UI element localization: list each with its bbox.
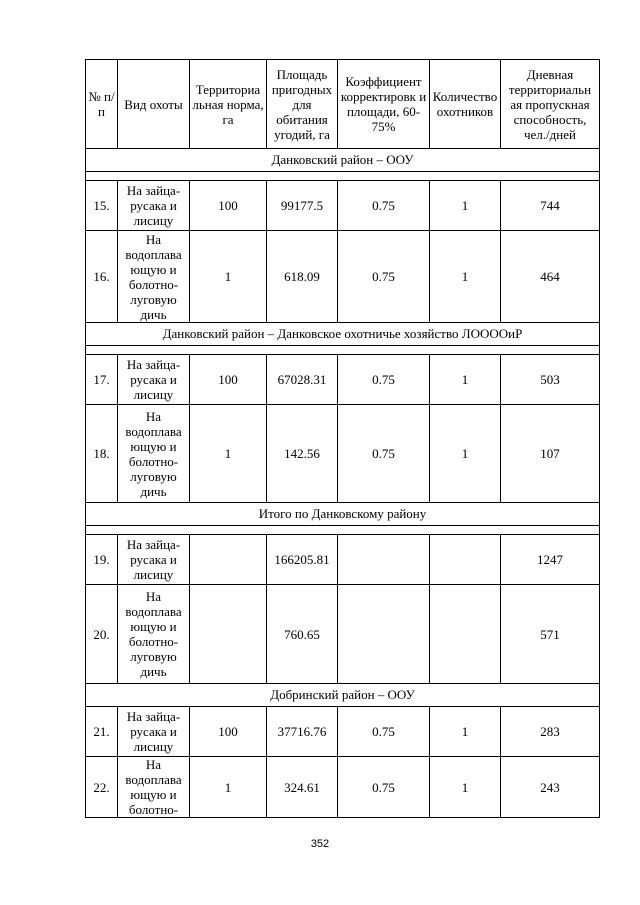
kind-line: ющую и (130, 261, 177, 277)
cell-hunters: 1 (430, 405, 501, 503)
kind-line: русака и (130, 552, 177, 567)
cell-hunters: 1 (430, 355, 501, 405)
cell-area: 67028.31 (267, 355, 338, 405)
cell-capacity: 283 (501, 707, 600, 757)
cell-area: 166205.81 (267, 535, 338, 585)
header-coef: Коэффициент корректировк и площади, 60-75% (338, 60, 430, 149)
cell-kind (118, 231, 190, 323)
cell-norm: 100 (190, 355, 267, 405)
kind-line: лисицу (133, 387, 174, 402)
cell-hunters (430, 585, 501, 684)
cell-area: 37716.76 (267, 707, 338, 757)
kind-line: ющую и (130, 619, 177, 634)
spacer-row (86, 526, 600, 535)
cell-capacity: 243 (501, 757, 600, 818)
cell-area: 142.56 (267, 405, 338, 503)
kind-line: русака и (130, 724, 177, 739)
kind-line: На (145, 408, 162, 424)
cell-kind (118, 585, 190, 684)
kind-line: На зайца- (126, 357, 181, 372)
kind-line: болотно- (128, 634, 179, 649)
section-row (86, 684, 600, 707)
kind-line: На зайца- (126, 183, 181, 198)
cell-norm (190, 535, 267, 585)
spacer-cell (86, 346, 600, 355)
section-row (86, 323, 600, 346)
kind-line: болотно- (128, 802, 179, 817)
cell-norm: 1 (190, 231, 267, 323)
cell-coef: 0.75 (338, 181, 430, 231)
cell-num: 16. (86, 231, 118, 323)
kind-line: болотно- (128, 453, 179, 469)
kind-line: На зайца- (126, 537, 181, 552)
table-row (86, 585, 600, 684)
kind-line: луговую (130, 649, 177, 664)
spacer-row (86, 172, 600, 181)
spacer-row (86, 346, 600, 355)
spacer-cell (86, 172, 600, 181)
cell-coef (338, 535, 430, 585)
cell-coef: 0.75 (338, 757, 430, 818)
table-header-row (86, 60, 600, 149)
cell-num: 21. (86, 707, 118, 757)
page-number: 352 (310, 838, 330, 850)
table-row (86, 405, 600, 503)
cell-capacity: 107 (501, 405, 600, 503)
cell-hunters: 1 (430, 231, 501, 323)
section-title: Данковский район – ООУ (86, 149, 600, 172)
cell-coef: 0.75 (338, 355, 430, 405)
kind-line: болотно- (128, 276, 179, 292)
cell-capacity: 571 (501, 585, 600, 684)
cell-hunters: 1 (430, 181, 501, 231)
cell-kind (118, 355, 190, 405)
cell-kind (118, 181, 190, 231)
table-row (86, 181, 600, 231)
header-capacity: Дневная территориальн ая пропускная способность, чел./дней (501, 60, 600, 149)
cell-coef: 0.75 (338, 707, 430, 757)
table-row (86, 707, 600, 757)
header-kind: Вид охоты (118, 60, 190, 149)
header-num: № п/п (86, 60, 118, 149)
cell-kind (118, 535, 190, 585)
cell-norm: 100 (190, 181, 267, 231)
cell-num: 15. (86, 181, 118, 231)
cell-hunters (430, 535, 501, 585)
cell-num: 19. (86, 535, 118, 585)
cell-norm: 100 (190, 707, 267, 757)
kind-line: На зайца- (126, 709, 181, 724)
cell-area: 99177.5 (267, 181, 338, 231)
table-row (86, 757, 600, 818)
cell-hunters: 1 (430, 757, 501, 818)
table-row (86, 231, 600, 323)
cell-coef: 0.75 (338, 405, 430, 503)
cell-num: 18. (86, 405, 118, 503)
cell-kind (118, 757, 190, 818)
cell-norm (190, 585, 267, 684)
cell-kind (118, 405, 190, 503)
cell-capacity: 503 (501, 355, 600, 405)
kind-line: На (145, 589, 162, 604)
header-hunters: Количество охотников (430, 60, 501, 149)
cell-norm: 1 (190, 405, 267, 503)
kind-line: лисицу (133, 213, 174, 228)
cell-coef (338, 585, 430, 684)
kind-line: водоплава (125, 246, 182, 262)
kind-line: луговую (130, 291, 177, 307)
kind-line: русака и (130, 198, 177, 213)
kind-line: лисицу (133, 739, 174, 754)
kind-line: водоплава (125, 772, 182, 787)
cell-capacity: 464 (501, 231, 600, 323)
section-title: Данковский район – Данковское охотничье хозяйство ЛОООOиР (86, 323, 600, 346)
kind-line: водоплава (125, 604, 182, 619)
header-norm: Территориа льная норма, га (190, 60, 267, 149)
cell-coef: 0.75 (338, 231, 430, 323)
spacer-cell (86, 526, 600, 535)
section-row (86, 149, 600, 172)
kind-line: ющую и (130, 787, 177, 802)
cell-capacity: 1247 (501, 535, 600, 585)
kind-line: На (145, 757, 162, 772)
kind-line: дичь (140, 306, 167, 322)
cell-num: 22. (86, 757, 118, 818)
kind-line: дичь (140, 664, 167, 679)
cell-kind (118, 707, 190, 757)
kind-line: водоплава (125, 423, 182, 439)
cell-num: 20. (86, 585, 118, 684)
cell-capacity: 744 (501, 181, 600, 231)
kind-line: лисицу (133, 567, 174, 582)
kind-line: луговую (130, 468, 177, 484)
cell-area: 760.65 (267, 585, 338, 684)
section-title: Добринский район – ООУ (86, 684, 600, 707)
cell-num: 17. (86, 355, 118, 405)
cell-area: 618.09 (267, 231, 338, 323)
cell-area: 324.61 (267, 757, 338, 818)
kind-line: русака и (130, 372, 177, 387)
table-row (86, 355, 600, 405)
table-row (86, 535, 600, 585)
kind-line: На (145, 231, 162, 247)
header-area: Площадь пригодных для обитания угодий, га (267, 60, 338, 149)
section-title: Итого по Данковскому району (86, 503, 600, 526)
section-row (86, 503, 600, 526)
kind-line: ющую и (130, 438, 177, 454)
kind-line: дичь (140, 483, 167, 499)
hunting-capacity-table (85, 59, 600, 818)
cell-norm: 1 (190, 757, 267, 818)
cell-hunters: 1 (430, 707, 501, 757)
